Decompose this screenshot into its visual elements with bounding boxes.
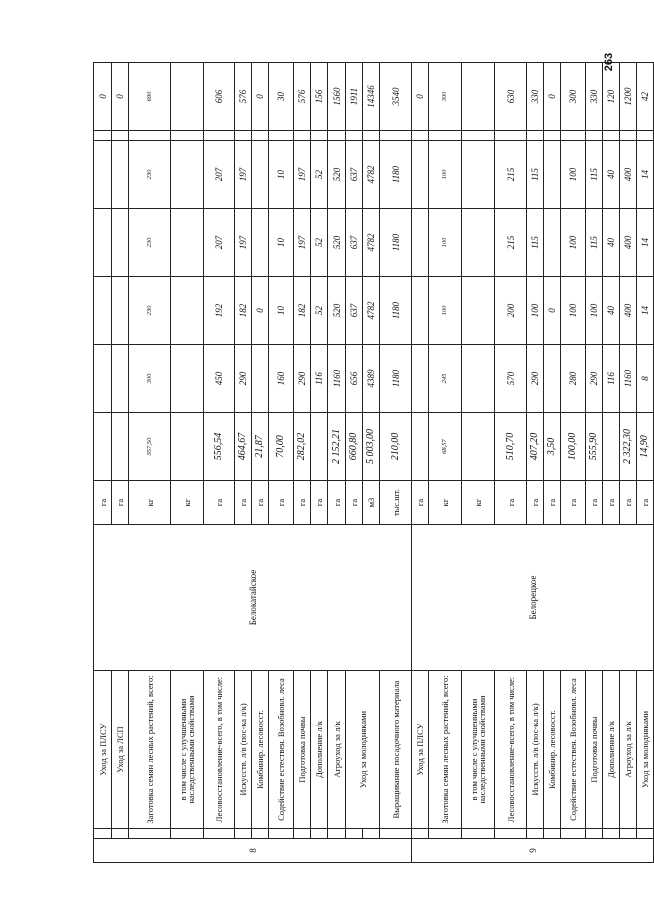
row-label: Заготовка семян лесных растений, всего: <box>129 671 171 829</box>
value-cell <box>603 131 620 141</box>
value-cell <box>171 209 204 277</box>
row-label: Агроуход за л/к <box>328 671 346 829</box>
value-cell: 1180 <box>380 345 412 413</box>
value-cell: 192 <box>204 277 235 345</box>
unit-cell: га <box>235 481 252 525</box>
row-label: Искусств. л/в (пос-ка л/к) <box>235 671 252 829</box>
value-cell <box>412 345 429 413</box>
value-cell: 68,57 <box>429 413 462 481</box>
row-label: Уход за молодняками <box>346 671 380 829</box>
row-label: Агроуход за л/к <box>620 671 637 829</box>
value-cell: 14346 <box>363 63 380 131</box>
row-label: Комбинир. лесовосст. <box>252 671 269 829</box>
value-cell: 290 <box>586 345 603 413</box>
value-cell <box>94 345 112 413</box>
unit-cell: га <box>311 481 328 525</box>
value-cell <box>171 277 204 345</box>
spacer-cell <box>561 829 586 839</box>
value-cell: 14,90 <box>637 413 654 481</box>
value-cell: 282,02 <box>294 413 311 481</box>
value-cell: 40 <box>603 141 620 209</box>
row-label: Уход за ЛСП <box>112 671 129 829</box>
spacer-cell <box>363 829 380 839</box>
unit-cell: га <box>527 481 544 525</box>
value-cell: 14 <box>637 141 654 209</box>
value-cell: 30 <box>269 63 294 131</box>
value-cell: 10 <box>269 141 294 209</box>
value-cell: 197 <box>294 209 311 277</box>
value-cell: 400 <box>620 141 637 209</box>
unit-cell: га <box>544 481 561 525</box>
value-cell <box>527 131 544 141</box>
spacer-cell <box>346 829 363 839</box>
value-cell: 290 <box>235 345 252 413</box>
table-row <box>462 63 495 863</box>
spacer-cell <box>112 829 129 839</box>
value-cell: 3540 <box>380 63 412 131</box>
value-cell <box>495 131 527 141</box>
unit-cell: га <box>112 481 129 525</box>
value-cell <box>363 131 380 141</box>
value-cell: 0 <box>112 63 129 131</box>
spacer-cell <box>637 829 654 839</box>
value-cell <box>252 131 269 141</box>
value-cell <box>311 413 328 481</box>
value-cell: 230 <box>129 141 171 209</box>
value-cell <box>311 131 328 141</box>
value-cell <box>294 131 311 141</box>
value-cell: 520 <box>328 209 346 277</box>
value-cell <box>94 277 112 345</box>
unit-cell: га <box>204 481 235 525</box>
value-cell <box>204 131 235 141</box>
value-cell: 14 <box>637 277 654 345</box>
value-cell <box>94 141 112 209</box>
value-cell: 290 <box>294 345 311 413</box>
unit-cell: кг <box>171 481 204 525</box>
table-row <box>544 63 561 863</box>
value-cell <box>252 345 269 413</box>
value-cell <box>328 131 346 141</box>
table-row <box>412 63 429 863</box>
value-cell <box>412 141 429 209</box>
row-label: Заготовка семян лесных растений, всего: <box>429 671 462 829</box>
table-row <box>328 63 346 863</box>
value-cell <box>544 141 561 209</box>
value-cell: 100 <box>429 209 462 277</box>
value-cell <box>603 413 620 481</box>
value-cell: 230 <box>129 277 171 345</box>
value-cell: 400 <box>620 277 637 345</box>
value-cell <box>586 131 603 141</box>
spacer-cell <box>462 829 495 839</box>
value-cell: 207 <box>204 209 235 277</box>
value-cell: 115 <box>586 141 603 209</box>
table-row <box>311 63 328 863</box>
table-row <box>603 63 620 863</box>
table-row <box>561 63 586 863</box>
row-label: в том числе с улучшенными наследственными свойствами <box>462 671 495 829</box>
value-cell <box>412 277 429 345</box>
value-cell: 52 <box>311 209 328 277</box>
spacer-cell <box>311 829 328 839</box>
value-cell <box>112 131 129 141</box>
region-name: Белокатайское <box>94 525 412 671</box>
unit-cell: тыс.шт. <box>380 481 412 525</box>
value-cell: 630 <box>495 63 527 131</box>
table-row <box>429 63 462 863</box>
value-cell: 407,20 <box>527 413 544 481</box>
table-row <box>620 63 637 863</box>
spacer-cell <box>620 829 637 839</box>
value-cell: 1160 <box>620 345 637 413</box>
spacer-cell <box>294 829 311 839</box>
unit-cell: кг <box>429 481 462 525</box>
value-cell <box>171 345 204 413</box>
value-cell: 100 <box>561 209 586 277</box>
value-cell: 100 <box>429 277 462 345</box>
value-cell: 300 <box>129 345 171 413</box>
value-cell: 116 <box>311 345 328 413</box>
spacer-cell <box>129 829 171 839</box>
unit-cell: га <box>412 481 429 525</box>
value-cell <box>462 141 495 209</box>
spacer-cell <box>380 829 412 839</box>
value-cell: 450 <box>204 345 235 413</box>
value-cell: 637 <box>346 277 363 345</box>
value-cell <box>412 131 429 141</box>
spacer-cell <box>412 829 429 839</box>
value-cell: 520 <box>328 141 346 209</box>
table-body <box>94 63 654 863</box>
value-cell: 330 <box>586 63 603 131</box>
unit-cell: га <box>269 481 294 525</box>
value-cell: 576 <box>294 63 311 131</box>
value-cell: 0 <box>252 277 269 345</box>
value-cell <box>462 63 495 131</box>
value-cell: 576 <box>235 63 252 131</box>
row-label: Уход за ПЛСУ <box>412 671 429 829</box>
value-cell: 160 <box>269 345 294 413</box>
value-cell <box>380 131 412 141</box>
value-cell: 300 <box>429 63 462 131</box>
value-cell: 115 <box>527 141 544 209</box>
unit-cell: га <box>561 481 586 525</box>
unit-cell: га <box>603 481 620 525</box>
spacer-cell <box>171 829 204 839</box>
spacer-cell <box>204 829 235 839</box>
value-cell: 182 <box>294 277 311 345</box>
value-cell: 52 <box>311 277 328 345</box>
value-cell: 4389 <box>363 345 380 413</box>
value-cell: 556,54 <box>204 413 235 481</box>
unit-cell: га <box>637 481 654 525</box>
row-label: Выращивание посадочного материала <box>380 671 412 829</box>
value-cell: 1200 <box>620 63 637 131</box>
row-label: Комбинир. лесовосст. <box>544 671 561 829</box>
value-cell <box>252 141 269 209</box>
unit-cell: га <box>252 481 269 525</box>
value-cell: 510,70 <box>495 413 527 481</box>
value-cell <box>462 413 495 481</box>
unit-cell: га <box>346 481 363 525</box>
table-row <box>346 63 363 863</box>
unit-cell: га <box>294 481 311 525</box>
value-cell: 42 <box>637 63 654 131</box>
spacer-cell <box>527 829 544 839</box>
table-row <box>586 63 603 863</box>
value-cell: 14 <box>637 209 654 277</box>
value-cell: 1180 <box>380 209 412 277</box>
value-cell: 2 322,30 <box>620 413 637 481</box>
value-cell: 100 <box>429 141 462 209</box>
unit-cell: кг <box>129 481 171 525</box>
value-cell: 200 <box>495 277 527 345</box>
value-cell: 637 <box>346 209 363 277</box>
value-cell: 280 <box>561 345 586 413</box>
value-cell: 300 <box>561 63 586 131</box>
value-cell <box>112 277 129 345</box>
table-row <box>204 63 235 863</box>
value-cell: 40 <box>603 277 620 345</box>
value-cell: 197 <box>235 141 252 209</box>
value-cell <box>561 131 586 141</box>
row-label: Дополнение л/к <box>603 671 620 829</box>
value-cell: 197 <box>294 141 311 209</box>
value-cell <box>429 131 462 141</box>
value-cell: 330 <box>527 63 544 131</box>
row-label: Содействие естествен. Возобновл. леса <box>269 671 294 829</box>
value-cell: 207 <box>204 141 235 209</box>
unit-cell: кг <box>462 481 495 525</box>
value-cell <box>94 209 112 277</box>
row-label: Уход за ПЛСУ <box>94 671 112 829</box>
value-cell: 100 <box>561 277 586 345</box>
value-cell: 1160 <box>328 345 346 413</box>
value-cell <box>412 209 429 277</box>
value-cell: 1560 <box>328 63 346 131</box>
spacer-cell <box>586 829 603 839</box>
value-cell: 0 <box>252 63 269 131</box>
value-cell: 10 <box>269 277 294 345</box>
value-cell: 690 <box>129 63 171 131</box>
value-cell: 3,50 <box>544 413 561 481</box>
value-cell: 0 <box>94 63 112 131</box>
value-cell: 0 <box>544 63 561 131</box>
spacer-cell <box>544 829 561 839</box>
value-cell: 400 <box>620 209 637 277</box>
spacer-cell <box>252 829 269 839</box>
value-cell <box>620 131 637 141</box>
value-cell <box>129 131 171 141</box>
value-cell: 464,67 <box>235 413 252 481</box>
value-cell <box>171 413 204 481</box>
value-cell <box>544 209 561 277</box>
table-row <box>527 63 544 863</box>
table-row <box>112 63 129 863</box>
value-cell: 197 <box>235 209 252 277</box>
row-label: Подготовка почвы <box>586 671 603 829</box>
value-cell: 120 <box>603 63 620 131</box>
value-cell <box>346 131 363 141</box>
value-cell: 5 003,00 <box>363 413 380 481</box>
table-row <box>380 63 412 863</box>
value-cell: 357,50 <box>129 413 171 481</box>
value-cell: 70,00 <box>269 413 294 481</box>
value-cell <box>171 141 204 209</box>
row-label: Уход за молодняками <box>637 671 654 829</box>
value-cell: 210,00 <box>380 413 412 481</box>
value-cell: 100,00 <box>561 413 586 481</box>
row-label: Дополнение л/к <box>311 671 328 829</box>
unit-cell: га <box>586 481 603 525</box>
spacer-cell <box>495 829 527 839</box>
value-cell <box>252 209 269 277</box>
value-cell: 606 <box>204 63 235 131</box>
value-cell: 570 <box>495 345 527 413</box>
table-row <box>252 63 269 863</box>
unit-cell: га <box>94 481 112 525</box>
value-cell: 1180 <box>380 141 412 209</box>
value-cell: 100 <box>527 277 544 345</box>
row-label: Содействие естествен. Возобновл. леса <box>561 671 586 829</box>
value-cell <box>112 209 129 277</box>
unit-cell: га <box>620 481 637 525</box>
value-cell: 4782 <box>363 141 380 209</box>
table-row <box>269 63 294 863</box>
value-cell: 4782 <box>363 209 380 277</box>
value-cell: 100 <box>586 277 603 345</box>
value-cell: 520 <box>328 277 346 345</box>
table-row <box>637 63 654 863</box>
reforestation-table <box>93 62 654 863</box>
value-cell: 116 <box>603 345 620 413</box>
value-cell <box>462 277 495 345</box>
value-cell: 290 <box>527 345 544 413</box>
spacer-cell <box>94 829 112 839</box>
value-cell: 1911 <box>346 63 363 131</box>
value-cell <box>94 413 112 481</box>
value-cell: 215 <box>495 141 527 209</box>
value-cell: 637 <box>346 141 363 209</box>
value-cell: 156 <box>311 63 328 131</box>
value-cell <box>269 131 294 141</box>
value-cell: 0 <box>544 277 561 345</box>
value-cell: 115 <box>527 209 544 277</box>
table-row <box>94 63 112 863</box>
value-cell <box>171 63 204 131</box>
table-row <box>129 63 171 863</box>
spacer-cell <box>235 829 252 839</box>
row-label: в том числе с улучшенными наследственными свойствами <box>171 671 204 829</box>
value-cell: 10 <box>269 209 294 277</box>
value-cell <box>462 345 495 413</box>
row-label: Лесовосстановление-всего, в том числе: <box>495 671 527 829</box>
value-cell: 182 <box>235 277 252 345</box>
value-cell: 100 <box>561 141 586 209</box>
unit-cell: га <box>495 481 527 525</box>
value-cell: 656 <box>346 345 363 413</box>
row-label: Лесовосстановление-всего, в том числе: <box>204 671 235 829</box>
value-cell <box>235 131 252 141</box>
value-cell: 555,90 <box>586 413 603 481</box>
value-cell <box>94 131 112 141</box>
spacer-cell <box>603 829 620 839</box>
row-label: Подготовка почвы <box>294 671 311 829</box>
value-cell: 215 <box>495 209 527 277</box>
value-cell: 52 <box>311 141 328 209</box>
value-cell <box>637 131 654 141</box>
value-cell <box>112 345 129 413</box>
value-cell <box>462 209 495 277</box>
table-row <box>294 63 311 863</box>
value-cell <box>171 131 204 141</box>
value-cell: 8 <box>637 345 654 413</box>
value-cell: 2 152,21 <box>328 413 346 481</box>
unit-cell: м3 <box>363 481 380 525</box>
value-cell: 245 <box>429 345 462 413</box>
value-cell <box>112 413 129 481</box>
row-number: 8 <box>94 839 412 863</box>
region-name: Белорецкое <box>412 525 654 671</box>
table-row <box>495 63 527 863</box>
value-cell <box>412 413 429 481</box>
table-row <box>171 63 204 863</box>
spacer-cell <box>429 829 462 839</box>
value-cell: 21,87 <box>252 413 269 481</box>
value-cell: 230 <box>129 209 171 277</box>
value-cell: 0 <box>412 63 429 131</box>
page-number: 263 <box>603 52 615 72</box>
spacer-cell <box>328 829 346 839</box>
value-cell <box>462 131 495 141</box>
rotated-table-container <box>93 63 650 863</box>
value-cell <box>544 131 561 141</box>
row-label: Искусств. л/в (пос-ка л/к) <box>527 671 544 829</box>
value-cell: 1180 <box>380 277 412 345</box>
row-number: 9 <box>412 839 654 863</box>
value-cell <box>112 141 129 209</box>
table-row <box>235 63 252 863</box>
unit-cell: га <box>328 481 346 525</box>
value-cell <box>544 345 561 413</box>
value-cell: 40 <box>603 209 620 277</box>
value-cell: 115 <box>586 209 603 277</box>
value-cell: 4782 <box>363 277 380 345</box>
value-cell: 660,80 <box>346 413 363 481</box>
spacer-cell <box>269 829 294 839</box>
